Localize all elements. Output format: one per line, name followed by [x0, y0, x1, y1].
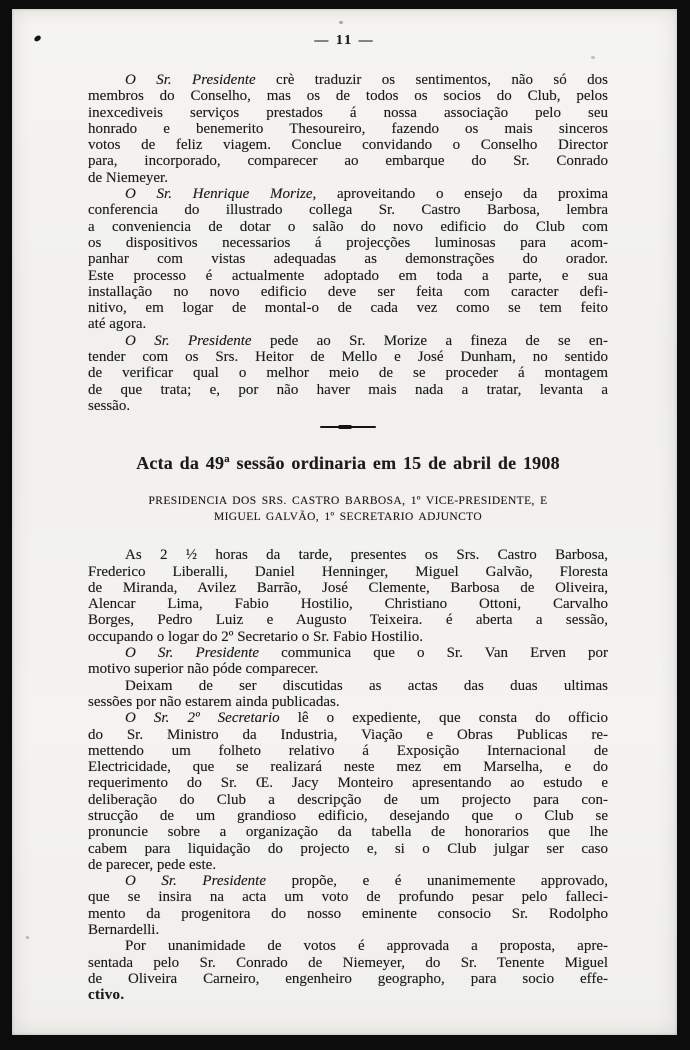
text-segment: O Sr. Presidente [125, 873, 267, 890]
text-segment: Alencar Lima, Fabio Hostilio, Christiano Ottoni, Carvalho [88, 596, 608, 613]
subheading-line: PRESIDENCIA DOS SRS. CASTRO BARBOSA, 1º VICE-PRESIDENTE, E [148, 495, 548, 508]
text-segment: crè traduzir os sentimentos, não só dos [255, 72, 608, 88]
text-line [88, 971, 608, 987]
text-line [88, 792, 608, 808]
text-segment: panhar com vistas adequadas as demonstrações do orador. [88, 251, 608, 268]
text-segment: sessão. [88, 397, 131, 414]
text-segment: strucção de um grandioso edificio, desejando que o Club se [88, 807, 608, 824]
text-line [88, 727, 608, 743]
text-segment: de parecer, pede este. [88, 856, 217, 873]
document-paragraph [88, 186, 608, 333]
text-segment: inexcediveis serviços prestados á nossa associação pelo seu [88, 104, 608, 121]
text-segment: a conveniencia de dotar o salão do novo edificio do Club com [88, 218, 608, 235]
subheading-line: MIGUEL GALVÃO, 1º SECRETARIO ADJUNCTO [213, 511, 483, 524]
text-segment: communica que o Sr. Van Erven por [259, 645, 608, 662]
document-paragraph [88, 938, 608, 1003]
text-segment: Bernardelli. [88, 922, 160, 939]
text-segment: de Oliveira Carneiro, engenheiro geographo, para socio effe- [88, 970, 608, 987]
text-segment: sessões por não estarem ainda publicadas. [88, 693, 340, 710]
text-line [88, 759, 608, 775]
text-line [88, 333, 608, 349]
text-line [88, 121, 608, 137]
text-line [88, 841, 608, 857]
text-segment: de que trata; e, por não haver mais nada a tratar, levanta a [88, 381, 608, 398]
text-line [88, 775, 608, 791]
text-segment: occupando o logar do 2º Secretario o Sr. Fabio Hostilio. [88, 628, 424, 645]
text-line [88, 235, 608, 251]
text-segment: Por unanimidade de votos é approvada a proposta, apre- [125, 938, 608, 955]
text-line [88, 186, 608, 202]
text-line [88, 906, 608, 922]
text-line [88, 645, 608, 661]
text-line [88, 580, 608, 596]
text-line [88, 284, 608, 300]
text-segment: de verificar qual o melhor meio de se proceder á montagem [88, 365, 608, 382]
document-paragraph [88, 333, 608, 414]
text-line [88, 857, 608, 873]
text-line [88, 251, 608, 267]
text-segment: pronuncie sobre a organização da tabella de honorarios que lhe [88, 824, 608, 841]
text-line [88, 137, 608, 153]
text-segment: deliberação do Club a descripção de um projecto para con- [88, 791, 608, 808]
text-segment: honrado e benemerito Thesoureiro, fazendo os mais sinceros [88, 120, 608, 137]
document-paragraph [88, 645, 608, 678]
text-segment: conferencia do illustrado collega Sr. Castro Barbosa, lembra [88, 202, 608, 219]
text-segment: tender com os Srs. Heitor de Mello e José Dunham, no sentido [88, 349, 608, 366]
text-line [88, 629, 608, 645]
text-line [88, 938, 608, 954]
text-segment: mettendo um folheto relativo á Exposição Internacional de [88, 742, 608, 759]
text-line [88, 153, 608, 169]
presidencia-subheading [88, 493, 608, 525]
text-segment: votos de feliz viagem. Conclue convidando o Conselho Director [88, 137, 608, 154]
text-segment: O Sr. Presidente [125, 645, 260, 662]
text-line [88, 398, 608, 414]
text-segment: O Sr. Presidente [125, 72, 256, 88]
text-line [88, 612, 608, 628]
text-segment: de Miranda, Avilez Barrão, José Clemente, Barbosa de Oliveira, [88, 579, 608, 596]
text-segment: ctivo. [88, 987, 125, 1004]
text-line [88, 678, 608, 694]
text-line [88, 694, 608, 710]
page-number: — 11 — [314, 33, 375, 48]
document-paragraph [88, 72, 608, 186]
scanned-page [12, 9, 677, 1035]
document-paragraph [88, 547, 608, 645]
text-segment: Borges, Pedro Luiz e Augusto Teixeira. é aberta a sessão, [88, 612, 608, 629]
text-line [88, 349, 608, 365]
text-segment: sentada pelo Sr. Conrado de Niemeyer, do Sr. Tenente Miguel [88, 954, 608, 971]
text-line [88, 710, 608, 726]
text-line [88, 955, 608, 971]
text-line [88, 170, 608, 186]
text-segment: Este processo é actualmente adoptado em toda a parte, e sua [88, 267, 608, 284]
text-segment: nitivo, em logar de montal-o de cada vez como se tem feito [88, 300, 608, 317]
text-segment: O Sr. Henrique Morize [125, 186, 313, 203]
text-line [88, 889, 608, 905]
text-segment: requerimento do Sr. Œ. Jacy Monteiro apresentando ao estudo e [88, 775, 608, 792]
text-line [88, 824, 608, 840]
text-line [88, 743, 608, 759]
text-line [88, 922, 608, 938]
text-segment: para, incorporado, comparecer ao embarque do Sr. Conrado [88, 153, 608, 170]
text-segment: motivo superior não póde comparecer. [88, 661, 319, 678]
text-segment: lê o expediente, que consta do officio [279, 710, 609, 727]
text-line [88, 219, 608, 235]
document-paragraph [88, 678, 608, 711]
text-segment: pede ao Sr. Morize a fineza de se en- [251, 332, 608, 349]
text-line [88, 382, 608, 398]
text-line [88, 72, 608, 88]
document-paragraph [88, 873, 608, 938]
text-segment: cabem para liquidação do projecto e, si o Club julgar ser caso [88, 840, 608, 857]
acta-heading: Acta da 49ª sessão ordinaria em 15 de abril de 1908 [136, 453, 560, 474]
text-line [88, 808, 608, 824]
text-segment: Electricidade, que se realizará neste mez em Marselha, e do [88, 759, 608, 776]
text-segment: As 2 ½ horas da tarde, presentes os Srs. Castro Barbosa, [125, 547, 608, 564]
text-line [88, 873, 608, 889]
section-divider [320, 426, 376, 428]
ink-speck [339, 21, 343, 24]
ink-speck [26, 936, 29, 939]
text-line [88, 300, 608, 316]
text-line [88, 105, 608, 121]
text-segment: , aproveitando o ensejo da proxima [312, 186, 608, 203]
text-segment: até agora. [88, 316, 147, 333]
text-segment: O Sr. 2º Secretario [125, 710, 280, 727]
text-segment: Deixam de ser discutidas as actas das duas ultimas [125, 677, 608, 694]
text-segment: membros do Conselho, mas os de todos os socios do Club, pelos [88, 88, 608, 105]
text-segment: do Sr. Ministro da Industria, Viação e Obras Publicas re- [88, 726, 608, 743]
ink-speck [591, 56, 595, 59]
document-paragraph [88, 710, 608, 873]
text-segment: que se insira na acta um voto de profundo pesar pelo falleci- [88, 889, 608, 906]
text-line [88, 268, 608, 284]
text-line [88, 987, 608, 1003]
text-segment: mento da progenitora do nosso eminente consocio Sr. Rodolpho [88, 905, 608, 922]
text-segment: installação no novo edificio deve ser feita com caracter defi- [88, 283, 608, 300]
text-segment: propõe, e é unanimemente approvado, [266, 873, 608, 890]
document-body [88, 72, 608, 1004]
text-line [88, 316, 608, 332]
text-line [88, 202, 608, 218]
text-line [88, 365, 608, 381]
text-segment: O Sr. Presidente [125, 332, 252, 349]
text-line [88, 596, 608, 612]
text-line [88, 547, 608, 563]
text-segment: de Niemeyer. [88, 169, 168, 186]
text-line [88, 88, 608, 104]
text-segment: Frederico Liberalli, Daniel Henninger, Miguel Galvão, Floresta [88, 563, 608, 580]
text-line [88, 564, 608, 580]
text-segment: os dispositivos necessarios á projecções luminosas para acom- [88, 234, 608, 251]
text-line [88, 661, 608, 677]
